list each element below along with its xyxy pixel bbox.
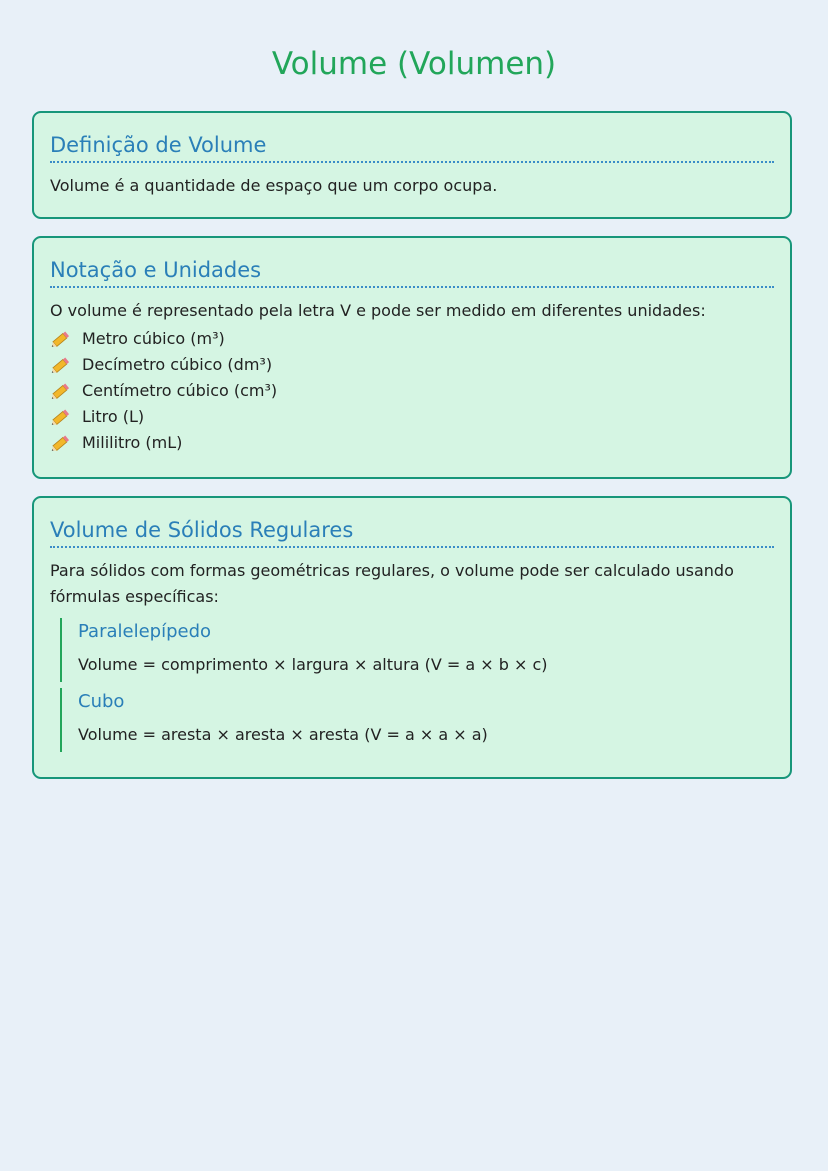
unit-label: Centímetro cúbico (cm³) [82, 381, 278, 400]
unit-label: Metro cúbico (m³) [82, 329, 225, 348]
list-item [50, 404, 774, 430]
cube-block [60, 688, 774, 752]
pencil-icon [50, 381, 72, 401]
units-intro-text: O volume é representado pela letra V e pode ser medido em diferentes unidades: [50, 301, 706, 320]
list-item [50, 352, 774, 378]
list-item [50, 378, 774, 404]
units-list [50, 326, 774, 456]
cube-formula: Volume = aresta × aresta × aresta (V = a × a × a) [78, 725, 488, 744]
definition-heading: Definição de Volume [50, 131, 774, 163]
units-heading: Notação e Unidades [50, 256, 774, 288]
unit-label: Mililitro (mL) [82, 433, 183, 452]
cube-title: Cubo [78, 691, 125, 712]
page [32, 0, 796, 744]
solids-heading: Volume de Sólidos Regulares [50, 516, 774, 548]
unit-label: Litro (L) [82, 407, 145, 426]
definition-text: Volume é a quantidade de espaço que um corpo ocupa. [50, 176, 498, 195]
parallelepiped-block [60, 618, 774, 682]
solids-intro-text: Para sólidos com formas geométricas regulares, o volume pode ser calculado usando fórmulas específicas: [50, 561, 734, 606]
definition-card [32, 111, 792, 219]
units-card [32, 236, 792, 479]
page-title: Volume (Volumen) [271, 46, 557, 82]
parallelepiped-title: Paralelepípedo [78, 621, 212, 642]
parallelepiped-formula: Volume = comprimento × largura × altura (V = a × b × c) [78, 655, 548, 674]
pencil-icon [50, 433, 72, 453]
list-item [50, 430, 774, 456]
pencil-icon [50, 329, 72, 349]
solids-card [32, 496, 792, 779]
unit-label: Decímetro cúbico (dm³) [82, 355, 273, 374]
pencil-icon [50, 355, 72, 375]
pencil-icon [50, 407, 72, 427]
list-item [50, 326, 774, 352]
